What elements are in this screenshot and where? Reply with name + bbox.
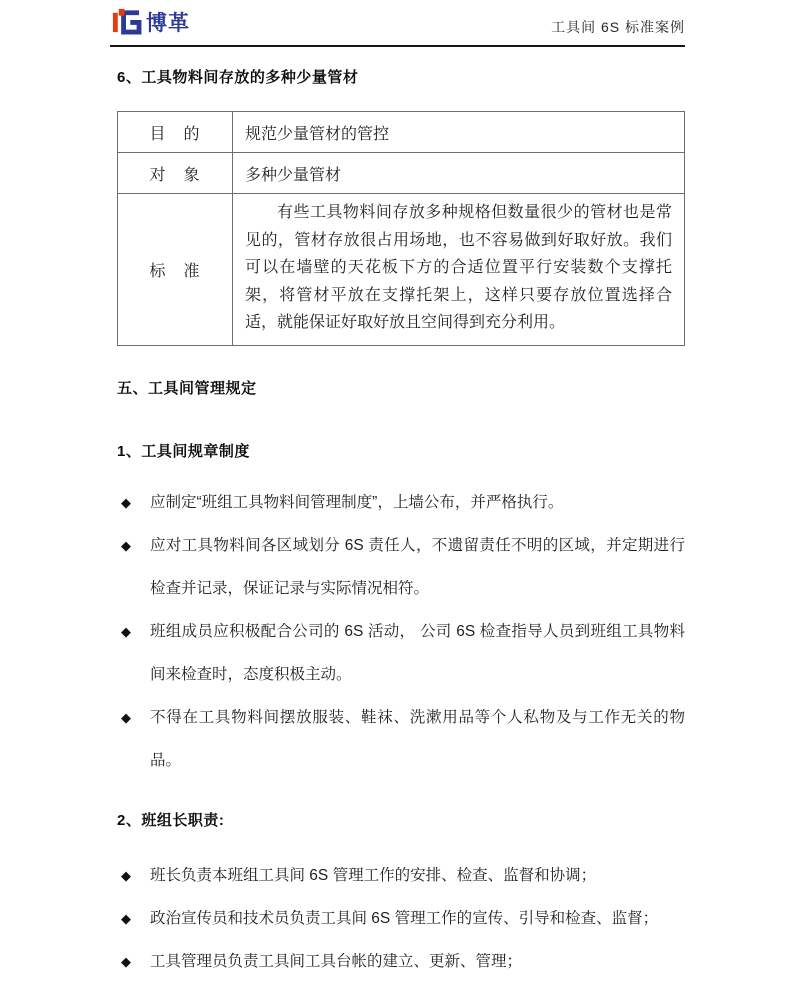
bullet-text: 不得在工具物料间摆放服装、鞋袜、洗漱用品等个人私物及与工作无关的物品。 [150, 708, 685, 769]
diamond-bullet-icon: ◆ [121, 494, 131, 510]
row-label: 标 准 [118, 194, 233, 346]
section5-heading: 五、工具间管理规定 [117, 379, 257, 397]
diamond-bullet-icon: ◆ [121, 953, 131, 969]
rules-heading: 1、工具间规章制度 [117, 442, 250, 460]
bullet-text: 班组成员应积极配合公司的 6S 活动， 公司 6S 检查指导人员到班组工具物料间来检查时，态度积极主动。 [150, 622, 685, 683]
document-body [117, 66, 685, 983]
logo-text: 博革 [146, 11, 190, 35]
section6-heading: 6、工具物料间存放的多种少量管材 [117, 69, 359, 86]
table-row-purpose [118, 112, 685, 153]
diamond-bullet-icon: ◆ [121, 537, 131, 553]
bullet-text: 班长负责本班组工具间 6S 管理工作的安排、检查、监督和协调； [150, 866, 597, 884]
table-row-standard [118, 194, 685, 346]
list-item [117, 481, 685, 524]
diamond-bullet-icon: ◆ [121, 867, 131, 883]
page-header [110, 0, 685, 47]
list-item [117, 940, 685, 983]
doc-title: 工具间 6S 标准案例 [551, 19, 685, 35]
row-label: 目 的 [118, 112, 233, 153]
bullet-text: 政治宣传员和技术员负责工具间 6S 管理工作的宣传、引导和检查、监督； [150, 909, 659, 927]
list-item [117, 610, 685, 696]
rules-bullet-list [117, 481, 685, 782]
row-content: 多种少量管材 [233, 153, 685, 194]
row-content: 规范少量管材的管控 [233, 112, 685, 153]
duties-bullet-list [117, 854, 685, 983]
bullet-text: 工具管理员负责工具间工具台帐的建立、更新、管理； [150, 952, 523, 970]
boge-logo-icon [110, 6, 141, 40]
standards-table [117, 111, 685, 346]
duties-heading: 2、班组长职责: [117, 811, 225, 829]
list-item [117, 696, 685, 782]
list-item [117, 897, 685, 940]
list-item [117, 854, 685, 897]
table-row-object [118, 153, 685, 194]
diamond-bullet-icon: ◆ [121, 910, 131, 926]
diamond-bullet-icon: ◆ [121, 623, 131, 639]
list-item [117, 524, 685, 610]
bullet-text: 应制定“班组工具物料间管理制度”，上墙公布，并严格执行。 [150, 493, 564, 511]
diamond-bullet-icon: ◆ [121, 709, 131, 725]
standard-paragraph: 有些工具物料间存放多种规格但数量很少的管材也是常见的，管材存放很占用场地，也不容易做到好取好放。我们可以在墙壁的天花板下方的合适位置平行安装数个支撑托架，将管材平放在支撑托架上，这样只要存放位置选择合适，就能保证好取好放且空间得到充分利用。 [245, 204, 672, 331]
bullet-text: 应对工具物料间各区域划分 6S 责任人，不遗留责任不明的区域，并定期进行检查并记录，保证记录与实际情况相符。 [150, 536, 685, 597]
company-logo [110, 6, 190, 40]
row-label: 对 象 [118, 153, 233, 194]
row-content [233, 194, 685, 346]
